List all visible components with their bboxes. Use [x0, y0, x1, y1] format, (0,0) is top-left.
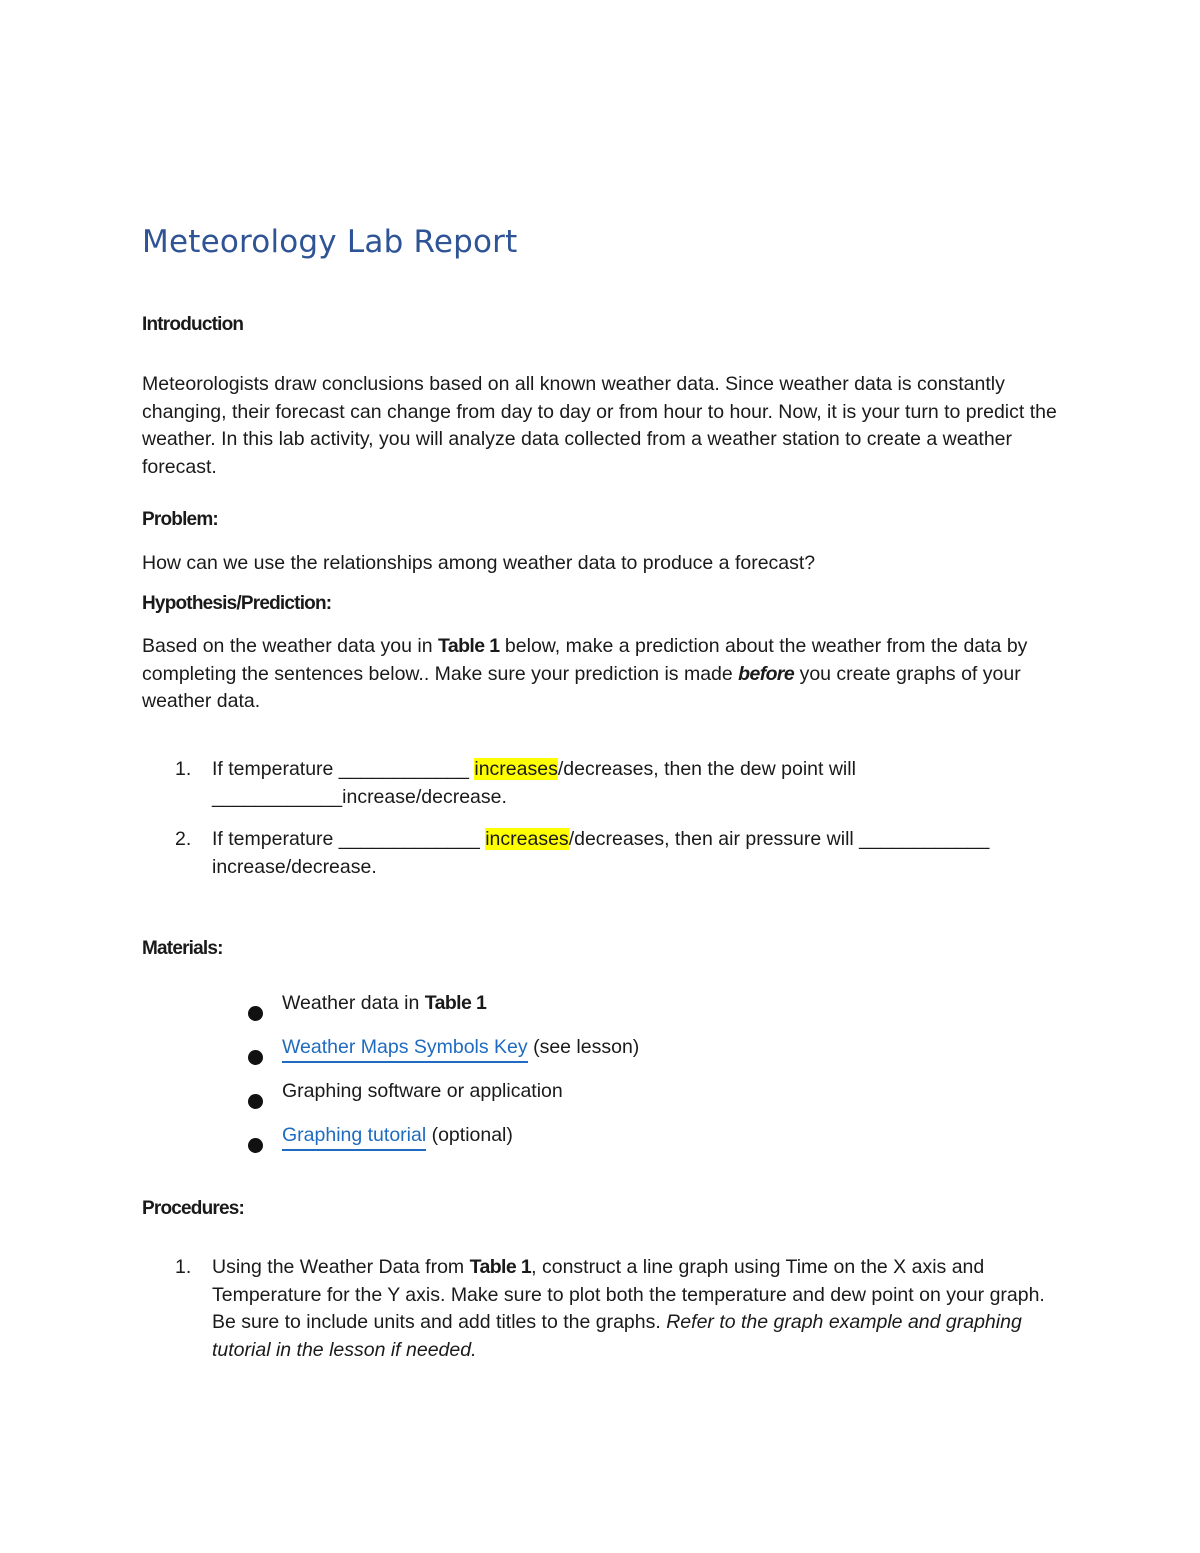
- hypothesis-text-b: below, make a prediction about the weather from the data by completing the sentences below.. Make sure your prediction is made: [142, 635, 1028, 685]
- introduction-paragraph: Meteorologists draw conclusions based on all known weather data. Since weather data is constantly changing, their forecast can change from day to day or from hour to hour. Now, it is your turn to predict the weather. In this lab activity, you will analyze data collected from a weather station to create a weather forecast.: [142, 373, 1057, 478]
- highlighted-word: increases: [474, 758, 558, 780]
- table-reference: Table 1: [469, 1256, 532, 1278]
- materials-item-text: Weather data in: [282, 992, 425, 1014]
- bullet-icon: [248, 1050, 263, 1065]
- procedures-heading: Procedures:: [142, 1198, 245, 1219]
- materials-item-4: [242, 1122, 639, 1166]
- highlighted-word: increases: [485, 828, 569, 850]
- materials-item-text: (optional): [426, 1124, 513, 1146]
- list-number: 2.: [175, 828, 192, 850]
- table-reference: Table 1: [424, 992, 487, 1014]
- graphing-tutorial-link[interactable]: Graphing tutorial: [282, 1124, 426, 1151]
- page-title: Meteorology Lab Report: [142, 224, 518, 260]
- prediction-text-post: /decreases, then the dew point will ____________increase/decrease.: [212, 758, 856, 808]
- materials-item-1: [242, 990, 639, 1034]
- list-number: 1.: [175, 1256, 192, 1278]
- list-number: 1.: [175, 758, 192, 780]
- procedure-italic-note: Refer to the graph example and graphing tutorial in the lesson if needed.: [212, 1311, 1022, 1361]
- table-reference: Table 1: [437, 635, 500, 657]
- introduction-heading: Introduction: [142, 314, 244, 335]
- bullet-icon: [248, 1094, 263, 1109]
- hypothesis-text-a: Based on the weather data you in: [142, 635, 438, 657]
- bullet-icon: [248, 1006, 263, 1021]
- materials-item-text: (see lesson): [527, 1036, 640, 1058]
- procedure-text-a: Using the Weather Data from: [212, 1256, 470, 1278]
- prediction-item-1: [142, 756, 1062, 811]
- weather-maps-symbols-key-link[interactable]: Weather Maps Symbols Key: [282, 1036, 528, 1063]
- hypothesis-paragraph: [142, 633, 1067, 716]
- bullet-icon: [248, 1138, 263, 1153]
- procedure-text-b: , construct a line graph using Time on the X axis and Temperature for the Y axis. Make sure to plot both the temperature and dew point on your graph. Be sure to include units and add titles to the graphs.: [212, 1256, 1045, 1333]
- prediction-list: [142, 756, 1062, 881]
- prediction-text-pre: If temperature ____________: [212, 758, 475, 780]
- procedure-item-1: [142, 1254, 1062, 1364]
- hypothesis-text-c: you create graphs of your weather data.: [142, 662, 1021, 712]
- before-emphasis: before: [738, 662, 795, 685]
- materials-item-2: [242, 1034, 639, 1078]
- procedures-list: [142, 1254, 1062, 1364]
- materials-list: [242, 990, 639, 1166]
- materials-item-3: [242, 1078, 639, 1122]
- materials-item-text: Graphing software or application: [282, 1080, 563, 1102]
- problem-paragraph: How can we use the relationships among weather data to produce a forecast?: [142, 552, 816, 574]
- hypothesis-heading: Hypothesis/Prediction:: [142, 593, 332, 614]
- prediction-text-post: /decreases, then air pressure will ____________ increase/decrease.: [212, 828, 990, 878]
- prediction-text-pre: If temperature _____________: [212, 828, 486, 850]
- problem-heading: Problem:: [142, 509, 218, 530]
- prediction-item-2: [142, 826, 1062, 881]
- materials-heading: Materials:: [142, 938, 223, 959]
